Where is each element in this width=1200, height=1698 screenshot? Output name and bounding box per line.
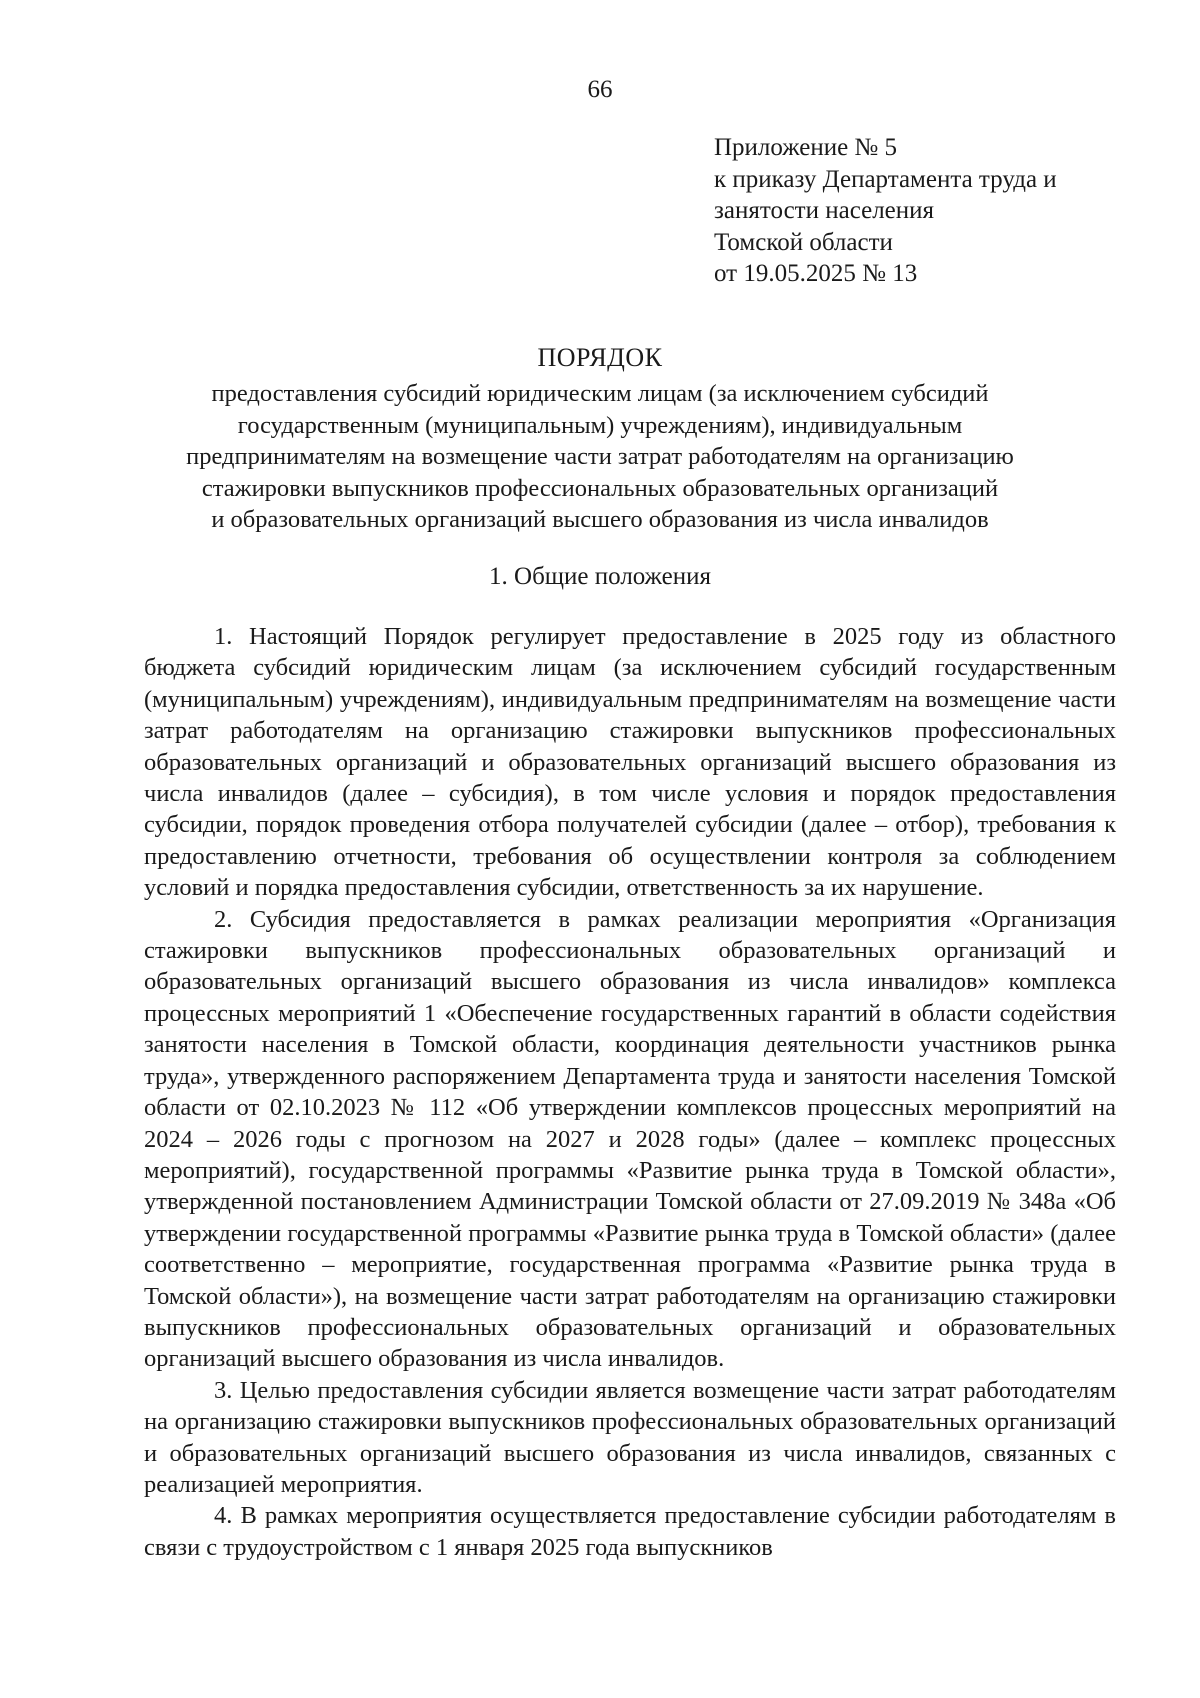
subtitle-line: стажировки выпускников профессиональных образовательных организаций <box>201 474 999 502</box>
paragraph: 1. Настоящий Порядок регулирует предоставление в 2025 году из областного бюджета субсидий юридическим лицам (за исключением субсидий государственным (муниципальным) учреждениям), индивидуальным предпринимателям на возмещение части затрат работодателям на организацию стажировки выпускников профессиональных образовательных организаций и образовательных организаций высшего образования из числа инвалидов (далее – субсидия), в том числе условия и порядок предоставления субсидии, порядок проведения отбора получателей субсидии (далее – отбор), требования к предоставлению отчетности, требования об осуществлении контроля за соблюдением условий и порядка предоставления субсидии, ответственность за их нарушение. <box>144 623 1116 902</box>
subtitle-line: предоставления субсидий юридическим лицам (за исключением субсидий <box>211 380 989 407</box>
page-number: 66 <box>587 76 613 103</box>
appendix-line: от 19.05.2025 № 13 <box>714 260 918 287</box>
appendix-line: к приказу Департамента труда и <box>714 165 1057 193</box>
section-heading: 1. Общие положения <box>489 563 711 590</box>
document-subtitle <box>160 378 1040 536</box>
paragraph: 4. В рамках мероприятия осуществляется предоставление субсидии работодателям в связи с трудоустройством с 1 января 2025 года выпускников <box>144 1502 1116 1561</box>
appendix-block <box>714 132 1057 290</box>
subtitle-line: государственным (муниципальным) учреждениям), индивидуальным <box>237 411 963 439</box>
subtitle-line: предпринимателям на возмещение части затрат работодателям на организацию <box>186 443 1014 470</box>
subtitle-line: и образовательных организаций высшего образования из числа инвалидов <box>211 506 989 533</box>
paragraph: 2. Субсидия предоставляется в рамках реализации мероприятия «Организация стажировки выпускников профессиональных образовательных организаций и образовательных организаций высшего образования из числа инвалидов» комплекса процессных мероприятий 1 «Обеспечение государственных гарантий в области содействия занятости населения в Томской области, координация деятельности участников рынка труда», утвержденного распоряжением Департамента труда и занятости населения Томской области от 02.10.2023 № 112 «Об утверждении комплексов процессных мероприятий на 2024 – 2026 годы с прогнозом на 2027 и 2028 годы» (далее – комплекс процессных мероприятий), государственной программы «Развитие рынка труда в Томской области», утвержденной постановлением Администрации Томской области от 27.09.2019 № 348а «Об утверждении государственной программы «Развитие рынка труда в Томской области» (далее соответственно – мероприятие, государственная программа «Развитие рынка труда в Томской области»), на возмещение части затрат работодателям на организацию стажировки выпускников профессиональных образовательных организаций и образовательных организаций высшего образования из числа инвалидов. <box>144 905 1116 1373</box>
document-title: ПОРЯДОК <box>537 343 663 372</box>
paragraph: 3. Целью предоставления субсидии является возмещение части затрат работодателям на организацию стажировки выпускников профессиональных образовательных организаций и образовательных организаций высшего образования из числа инвалидов, связанных с реализацией мероприятия. <box>144 1376 1116 1498</box>
body-text <box>144 621 1116 1563</box>
appendix-line: Приложение № 5 <box>714 134 898 161</box>
appendix-line: занятости населения <box>714 197 935 224</box>
appendix-line: Томской области <box>714 228 893 256</box>
